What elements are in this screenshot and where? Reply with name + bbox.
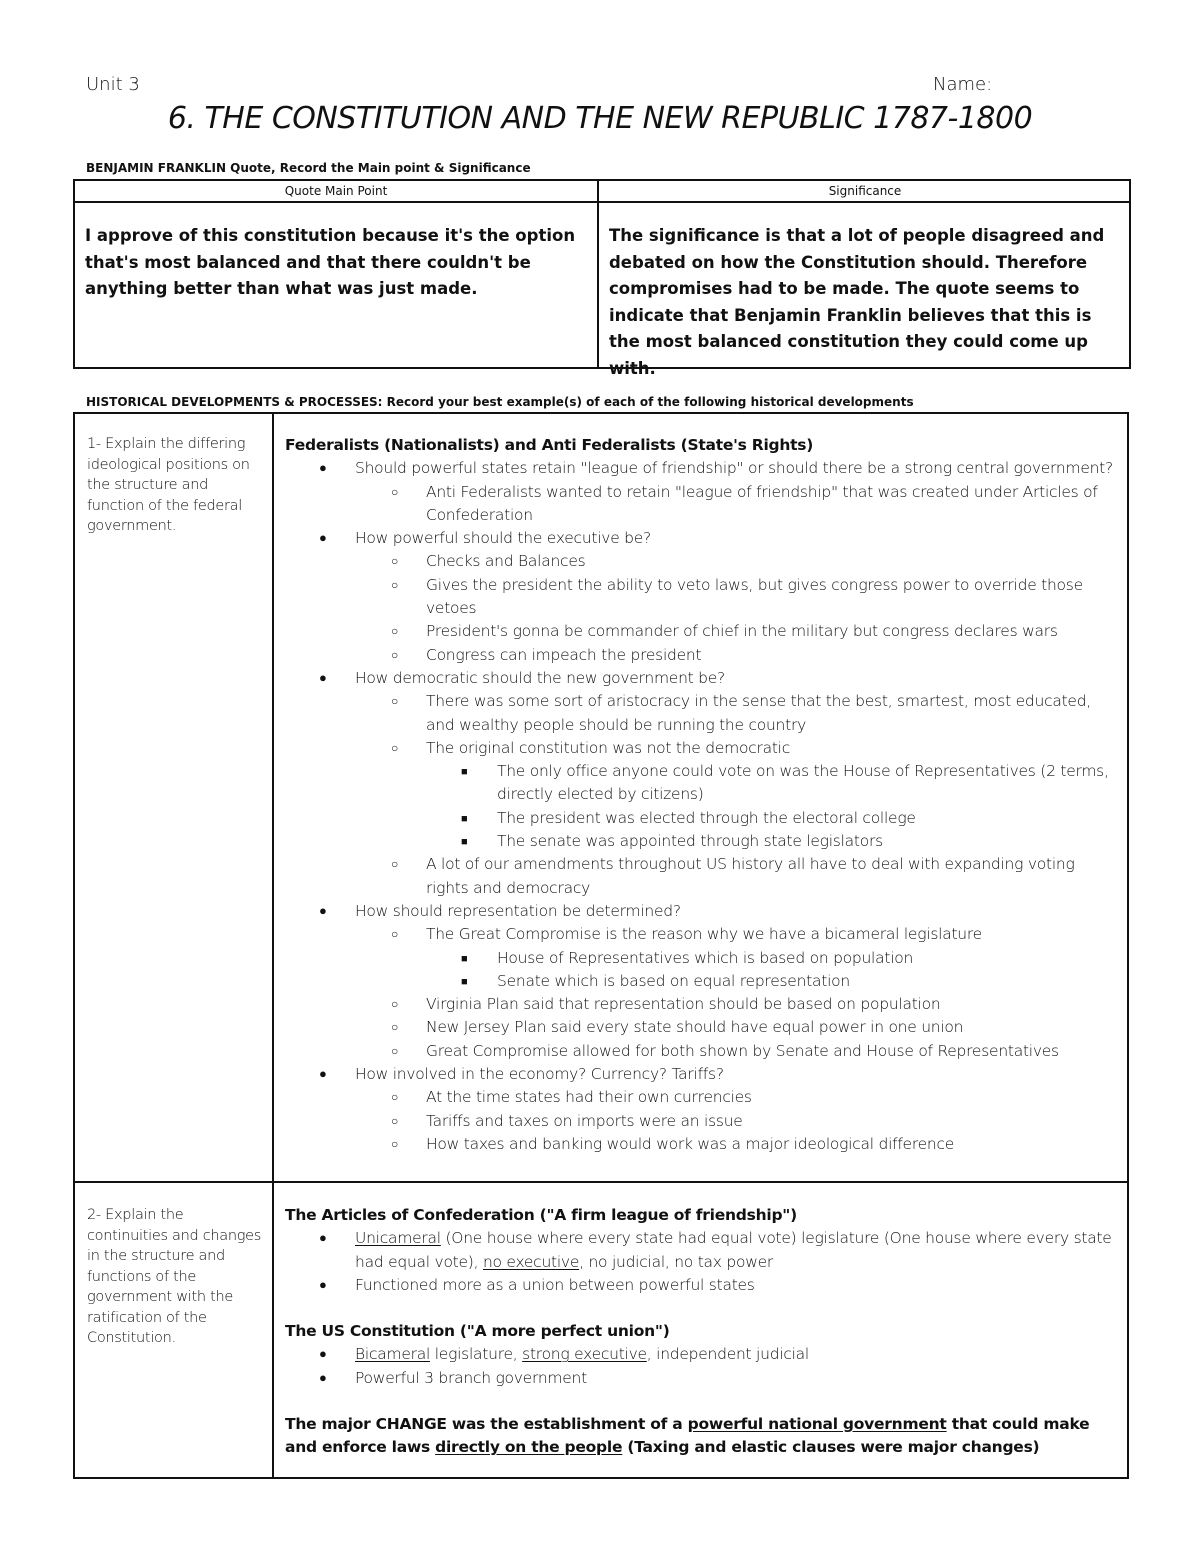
list-item: ● How should representation be determined? ○ The Great Compromise is the reason why we have a bicameral legislature ■ House of Representatives which is based on population ■ Senate which is based on equal representation ○ Virginia Plan said that representation should be based on population ○ New Jersey Plan said every state should have equal power in one union ○ Great Compromise allowed for both shown by Senate and House of Representatives (285, 900, 1115, 1063)
articles-title: The Articles of Confederation ("A firm league of friendship") (285, 1206, 797, 1224)
list-item: ■ Senate which is based on equal representation (461, 971, 850, 990)
row1-prompt: 1- Explain the differing ideological positions on the structure and function of the federal government. (87, 436, 250, 534)
list-item: ○ Virginia Plan said that representation should be based on population (391, 995, 941, 1014)
quote-table (73, 179, 1131, 378)
list-item: ● How involved in the economy? Currency? Tariffs? ○ At the time states had their own currencies ○ Tariffs and taxes on imports were an issue ○ How taxes and banking would work was a major ideological difference (285, 1063, 1115, 1156)
list-item: ■ The senate was appointed through state legislators (461, 832, 883, 851)
significance-header: Significance (599, 181, 1131, 203)
list-item: ○ How taxes and banking would work was a major ideological difference (391, 1134, 955, 1153)
row2-prompt: 2- Explain the continuities and changes in the structure and functions of the government with the ratification of the Constitution. (87, 1207, 262, 1346)
historical-heading: HISTORICAL DEVELOPMENTS & PROCESSES: Record your best example(s) of each of the following historical developments (86, 395, 914, 409)
list-item: ■ The only office anyone could vote on was the House of Representatives (2 terms, directly elected by citizens) (461, 762, 1109, 804)
list-item: ○ Congress can impeach the president (391, 645, 702, 664)
list-item: ○ A lot of our amendments throughout US history all have to deal with expanding voting rights and democracy (391, 855, 1075, 897)
row1-content (285, 434, 1115, 1156)
franklin-heading: BENJAMIN FRANKLIN Quote, Record the Main point & Significance (86, 161, 531, 175)
list-item: ● How democratic should the new government be? ○ There was some sort of aristocracy in the sense that the best, smartest, most educated, and wealthy people should be running the country ○ The original constitution was not the democratic ■ The only office anyone could vote on was the House of Representatives (2 terms, directly elected by citizens) ■ The president was elected through the electoral college ■ The senate was appointed through state legislators ○ A lot of our amendments throughout US history all have to deal with expanding voting rights and democracy (285, 667, 1115, 900)
list-item: ○ Checks and Balances (391, 552, 586, 571)
list-item: ● Functioned more as a union between powerful states (319, 1275, 755, 1294)
quote-main-point-header: Quote Main Point (75, 181, 599, 203)
list-item: ○ The Great Compromise is the reason why we have a bicameral legislature ■ House of Representatives which is based on population ■ Senate which is based on equal representation (285, 923, 1115, 993)
list-item: ● Powerful 3 branch government (319, 1368, 587, 1387)
list-item: ○ Anti Federalists wanted to retain "league of friendship" that was created under Articles of Confederation (391, 482, 1098, 524)
list-item: ■ House of Representatives which is based on population (461, 948, 914, 967)
quote-main-point-cell: I approve of this constitution because it's the option that's most balanced and that there couldn't be anything better than what was just made. (75, 203, 599, 367)
list-item: ● Bicameral legislature, strong executive, independent judicial (319, 1345, 809, 1364)
list-item: ○ President's gonna be commander of chief in the military but congress declares wars (391, 622, 1058, 641)
significance-cell: The significance is that a lot of people disagreed and debated on how the Constitution should. Therefore compromises had to be made. The quote seems to indicate that Benjamin Franklin believes that this is the most balanced constitution they could come up with. (609, 226, 1105, 378)
list-item: ● Should powerful states retain "league of friendship" or should there be a strong central government? ○ Anti Federalists wanted to retain "league of friendship" that was created under Articles of Confederation (285, 457, 1115, 527)
historical-table (73, 412, 1129, 1479)
list-item: ● Unicameral (One house where every state had equal vote) legislature (One house where every state had equal vote), no executive, no judicial, no tax power (319, 1229, 1112, 1271)
major-change-statement: The major CHANGE was the establishment of a powerful national government that could make and enforce laws directly on the people (Taxing and elastic clauses were major changes) (285, 1415, 1090, 1457)
list-item: ○ There was some sort of aristocracy in the sense that the best, smartest, most educated, and wealthy people should be running the country (391, 692, 1091, 734)
list-item: ○ New Jersey Plan said every state should have equal power in one union (391, 1018, 964, 1037)
list-item: ○ Tariffs and taxes on imports were an issue (391, 1111, 743, 1130)
name-label: Name: (933, 74, 993, 95)
us-constitution-title: The US Constitution ("A more perfect union") (285, 1322, 670, 1341)
unit-label: Unit 3 (86, 74, 140, 95)
list-item: ○ Great Compromise allowed for both shown by Senate and House of Representatives (391, 1041, 1059, 1060)
row1-title: Federalists (Nationalists) and Anti Federalists (State's Rights) (285, 436, 814, 454)
page-title: 6. THE CONSTITUTION AND THE NEW REPUBLIC 1787-1800 (167, 101, 1033, 136)
list-item: ■ The president was elected through the electoral college (461, 808, 916, 827)
row2-content (285, 1204, 1115, 1460)
list-item: ○ The original constitution was not the democratic ■ The only office anyone could vote on was the House of Representatives (2 terms, directly elected by citizens) ■ The president was elected through the electoral college ■ The senate was appointed through state legislators (285, 737, 1115, 853)
list-item: ● How powerful should the executive be? ○ Checks and Balances ○ Gives the president the ability to veto laws, but gives congress power to override those vetoes ○ President's gonna be commander of chief in the military but congress declares wars ○ Congress can impeach the president (285, 527, 1115, 667)
list-item: ○ Gives the president the ability to veto laws, but gives congress power to override those vetoes (391, 575, 1083, 618)
list-item: ○ At the time states had their own currencies (391, 1088, 752, 1107)
